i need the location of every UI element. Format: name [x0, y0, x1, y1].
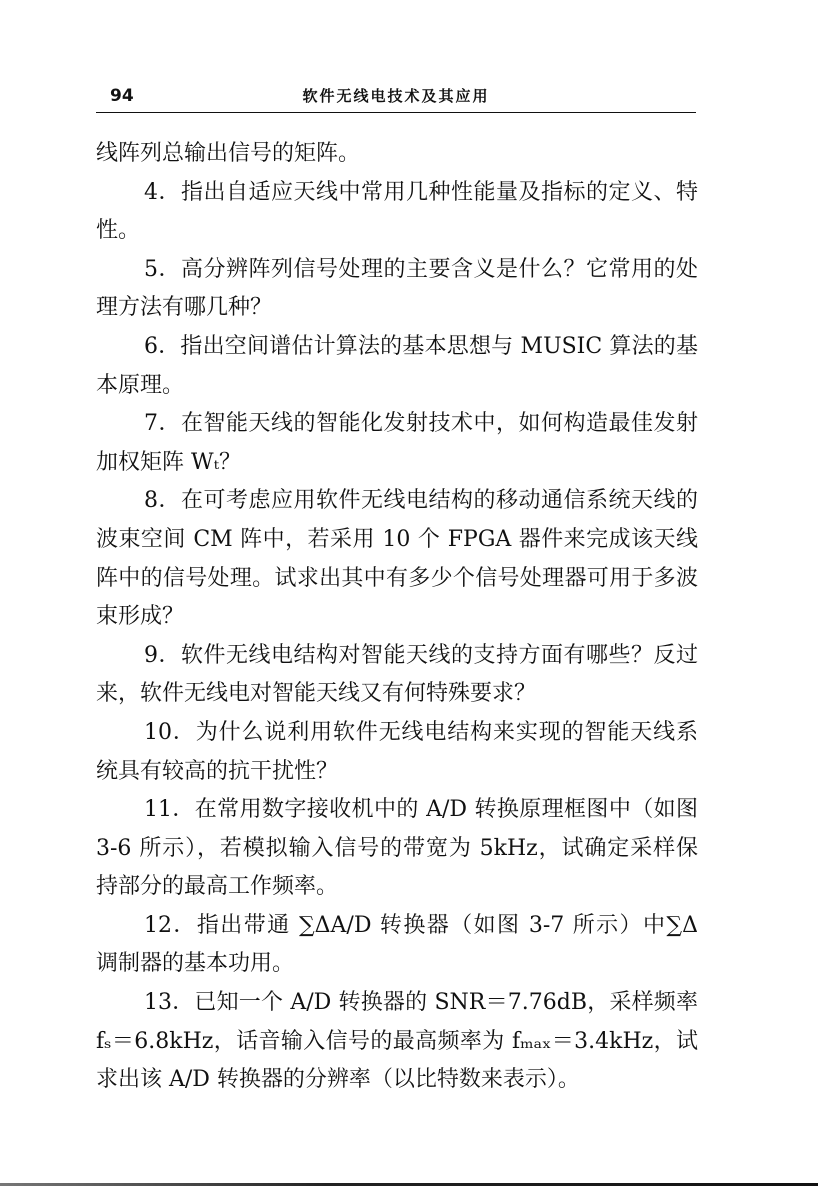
question-11: 11．在常用数字接收机中的 A/D 转换原理框图中（如图 3-6 所示），若模拟输入信号的带宽为 5kHz，试确定采样保持部分的最高工作频率。: [96, 797, 698, 900]
bottom-scan-edge: [0, 1183, 818, 1186]
page-number: 94: [110, 86, 134, 106]
running-title: 软件无线电技术及其应用: [302, 87, 490, 105]
body-text: [96, 135, 698, 1100]
question-5: 5．高分辨阵列信号处理的主要含义是什么？它常用的处理方法有哪几种？: [96, 256, 698, 321]
question-9: 9．软件无线电结构对智能天线的支持方面有哪些？反过来，软件无线电对智能天线又有何特殊要求？: [96, 642, 698, 707]
question-10: 10．为什么说利用软件无线电结构来实现的智能天线系统具有较高的抗干扰性？: [96, 719, 698, 784]
question-12: 12．指出带通 ∑ΔA/D 转换器（如图 3-7 所示）中∑Δ 调制器的基本功用。: [96, 912, 698, 977]
question-13: 13．已知一个 A/D 转换器的 SNR＝7.76dB，采样频率 fₛ＝6.8kHz，话音输入信号的最高频率为 fₘₐₓ＝3.4kHz，试求出该 A/D 转换器的分辨率（以比特数来表示）。: [96, 990, 698, 1093]
page-header: [96, 82, 696, 113]
question-8: 8．在可考虑应用软件无线电结构的移动通信系统天线的波束空间 CM 阵中，若采用 10 个 FPGA 器件来完成该天线阵中的信号处理。试求出其中有多少个信号处理器可用于多波束形成？: [96, 488, 698, 630]
question-4: 4．指出自适应天线中常用几种性能量及指标的定义、特性。: [96, 179, 698, 244]
question-7: 7．在智能天线的智能化发射技术中，如何构造最佳发射加权矩阵 Wₜ？: [96, 411, 698, 475]
question-6: 6．指出空间谱估计算法的基本思想与 MUSIC 算法的基本原理。: [96, 333, 698, 398]
paragraph-continuation: 线阵列总输出信号的矩阵。: [96, 141, 361, 166]
